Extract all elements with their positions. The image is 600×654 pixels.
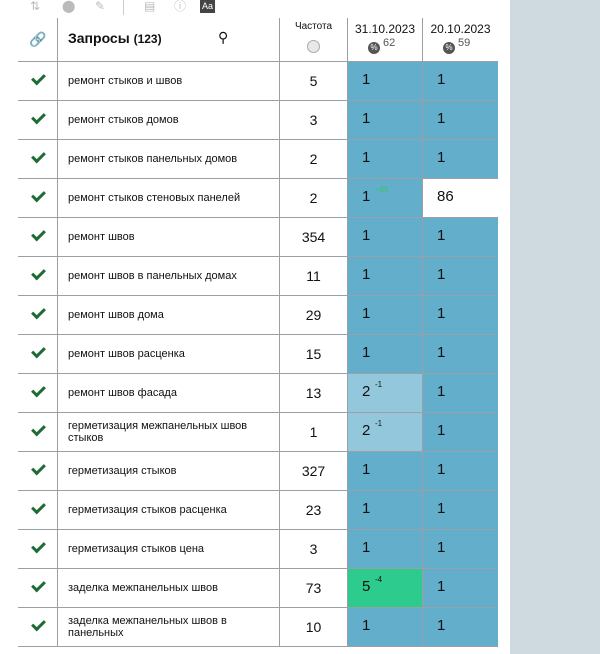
- freq-cell: [280, 140, 348, 179]
- page-title: Запросы (123): [68, 30, 162, 46]
- header-date2-cell[interactable]: [423, 18, 499, 62]
- checkmark-icon[interactable]: [31, 71, 46, 86]
- freq-cell: [280, 101, 348, 140]
- position-value: 1: [362, 188, 371, 205]
- row-check-cell[interactable]: [18, 296, 58, 335]
- position-delta: -1: [375, 419, 383, 428]
- query-text: заделка межпанельных швов: [68, 582, 218, 594]
- position-value: 1: [362, 461, 371, 478]
- freq-cell: [280, 530, 348, 569]
- table-header: [18, 18, 499, 62]
- position-value: 1: [362, 110, 371, 127]
- table-row[interactable]: [18, 335, 499, 374]
- attachment-icon[interactable]: ✎: [95, 0, 106, 13]
- query-cell[interactable]: [58, 491, 280, 530]
- position-cell-date1[interactable]: [348, 608, 423, 647]
- position-cell-date2[interactable]: [423, 491, 499, 530]
- freq-value: 2: [309, 151, 318, 167]
- freq-value: 327: [301, 463, 326, 479]
- position-cell-date1[interactable]: [348, 452, 423, 491]
- checkmark-icon[interactable]: [31, 461, 46, 476]
- position-cell-date1[interactable]: [348, 413, 423, 452]
- table-row[interactable]: [18, 179, 499, 218]
- position-value: 1: [437, 422, 446, 439]
- freq-cell: [280, 62, 348, 101]
- row-check-cell[interactable]: [18, 257, 58, 296]
- date-label: 31.10.2023: [354, 22, 416, 36]
- position-value: 1: [437, 500, 446, 517]
- position-cell-date2[interactable]: [423, 452, 499, 491]
- freq-label: Частота: [294, 21, 333, 32]
- search-icon[interactable]: ⚲: [218, 29, 229, 45]
- position-value: 2: [362, 422, 371, 439]
- position-value: 1: [437, 617, 446, 634]
- position-cell-date2[interactable]: [423, 179, 499, 218]
- query-cell[interactable]: [58, 140, 280, 179]
- freq-cell: [280, 257, 348, 296]
- position-value: 1: [362, 71, 371, 88]
- checkmark-icon[interactable]: [31, 188, 46, 203]
- position-cell-date1[interactable]: [348, 569, 423, 608]
- position-value: 1: [437, 227, 446, 244]
- toggle-icon[interactable]: ⬤: [62, 0, 76, 13]
- position-cell-date1[interactable]: [348, 62, 423, 101]
- position-cell-date2[interactable]: [423, 335, 499, 374]
- query-text: ремонт швов: [68, 231, 135, 243]
- position-cell-date2[interactable]: [423, 62, 499, 101]
- globe-icon: [307, 40, 320, 53]
- position-value: 1: [437, 383, 446, 400]
- right-panel-gutter: [498, 0, 510, 654]
- right-panel: [498, 0, 600, 654]
- position-value: 1: [437, 149, 446, 166]
- header-query-cell[interactable]: [58, 18, 280, 62]
- table-row[interactable]: [18, 491, 499, 530]
- position-cell-date2[interactable]: [423, 218, 499, 257]
- row-check-cell[interactable]: [18, 218, 58, 257]
- query-text: ремонт стыков домов: [68, 114, 179, 126]
- table-row[interactable]: [18, 257, 499, 296]
- row-check-cell[interactable]: [18, 374, 58, 413]
- position-delta: -4: [375, 575, 383, 584]
- freq-value: 1: [309, 424, 318, 440]
- position-value: 1: [362, 344, 371, 361]
- query-text: ремонт швов фасада: [68, 387, 177, 399]
- link-icon[interactable]: 🔗: [29, 31, 47, 47]
- position-value: 1: [437, 344, 446, 361]
- query-cell[interactable]: [58, 296, 280, 335]
- freq-cell: [280, 569, 348, 608]
- header-date1-cell[interactable]: [348, 18, 423, 62]
- row-check-cell[interactable]: [18, 101, 58, 140]
- position-value: 1: [362, 539, 371, 556]
- position-cell-date1[interactable]: [348, 530, 423, 569]
- position-value: 1: [437, 110, 446, 127]
- freq-value: 13: [305, 385, 322, 401]
- checkmark-icon[interactable]: [31, 227, 46, 242]
- position-cell-date2[interactable]: [423, 101, 499, 140]
- query-cell[interactable]: [58, 179, 280, 218]
- position-cell-date2[interactable]: [423, 530, 499, 569]
- checkmark-icon[interactable]: [31, 110, 46, 125]
- freq-cell: [280, 413, 348, 452]
- row-check-cell[interactable]: [18, 491, 58, 530]
- checkmark-icon[interactable]: [31, 305, 46, 320]
- position-cell-date2[interactable]: [423, 296, 499, 335]
- header-freq-cell[interactable]: [280, 18, 348, 62]
- row-check-cell[interactable]: [18, 413, 58, 452]
- query-text: ремонт стыков и швов: [68, 75, 183, 87]
- query-text: заделка межпанельных швов в панельных: [68, 615, 227, 639]
- position-cell-date1[interactable]: [348, 296, 423, 335]
- query-text: герметизация стыков: [68, 465, 177, 477]
- checkmark-icon[interactable]: [31, 500, 46, 515]
- date-sub-value: 59: [458, 37, 471, 49]
- freq-value: 354: [301, 229, 326, 245]
- query-cell[interactable]: [58, 257, 280, 296]
- position-cell-date1[interactable]: [348, 491, 423, 530]
- position-cell-date2[interactable]: [423, 608, 499, 647]
- position-cell-date2[interactable]: [423, 257, 499, 296]
- position-value: 1: [362, 617, 371, 634]
- freq-value: 10: [305, 619, 322, 635]
- freq-value: 11: [306, 268, 321, 284]
- freq-value: 2: [309, 190, 318, 206]
- table-row[interactable]: [18, 374, 499, 413]
- checkmark-icon[interactable]: [31, 383, 46, 398]
- query-text: герметизация стыков цена: [68, 543, 205, 555]
- position-value: 1: [362, 266, 371, 283]
- freq-cell: [280, 179, 348, 218]
- table-row[interactable]: [18, 413, 499, 452]
- freq-cell: [280, 491, 348, 530]
- row-check-cell[interactable]: [18, 608, 58, 647]
- row-check-cell[interactable]: [18, 179, 58, 218]
- position-cell-date1[interactable]: [348, 101, 423, 140]
- position-value: 1: [437, 461, 446, 478]
- table-row[interactable]: [18, 296, 499, 335]
- checkmark-icon[interactable]: [31, 539, 46, 554]
- table-row[interactable]: [18, 608, 499, 647]
- toolbar-divider: [123, 0, 124, 15]
- query-text: герметизация стыков расценка: [68, 504, 227, 516]
- checkmark-icon[interactable]: [31, 617, 46, 632]
- query-cell[interactable]: [58, 374, 280, 413]
- query-text: ремонт стыков панельных домов: [68, 153, 238, 165]
- percent-icon: %: [368, 42, 380, 54]
- position-cell-date1[interactable]: [348, 179, 423, 218]
- position-value: 1: [437, 539, 446, 556]
- query-cell[interactable]: [58, 413, 280, 452]
- freq-value: 5: [309, 73, 318, 89]
- row-check-cell[interactable]: [18, 530, 58, 569]
- position-value: 1: [437, 305, 446, 322]
- query-cell[interactable]: [58, 335, 280, 374]
- query-cell[interactable]: [58, 218, 280, 257]
- freq-cell: [280, 335, 348, 374]
- position-value: 1: [362, 227, 371, 244]
- checkmark-icon[interactable]: [31, 149, 46, 164]
- position-value: 86: [437, 188, 454, 205]
- position-value: 2: [362, 383, 371, 400]
- query-text: герметизация межпанельных швов стыков: [68, 420, 248, 444]
- table-row[interactable]: [18, 530, 499, 569]
- freq-cell: [280, 296, 348, 335]
- table-row[interactable]: [18, 452, 499, 491]
- query-cell[interactable]: [58, 62, 280, 101]
- position-value: 1: [437, 266, 446, 283]
- table-row[interactable]: [18, 101, 499, 140]
- checkmark-icon[interactable]: [31, 344, 46, 359]
- freq-cell: [280, 608, 348, 647]
- position-cell-date2[interactable]: [423, 569, 499, 608]
- freq-value: 15: [305, 346, 322, 362]
- document-icon[interactable]: ▤: [144, 0, 156, 13]
- freq-value: 73: [305, 580, 322, 596]
- query-text: ремонт стыков стеновых панелей: [68, 192, 241, 204]
- position-cell-date2[interactable]: [423, 140, 499, 179]
- date-label: 20.10.2023: [430, 22, 491, 36]
- query-cell[interactable]: [58, 608, 280, 647]
- sort-icon[interactable]: ⇅: [30, 0, 41, 13]
- position-value: 1: [437, 578, 446, 595]
- position-cell-date1[interactable]: [348, 218, 423, 257]
- query-text: ремонт швов в панельных домах: [68, 270, 237, 282]
- query-text: ремонт швов расценка: [68, 348, 185, 360]
- freq-value: 29: [305, 307, 322, 323]
- position-value: 1: [362, 149, 371, 166]
- freq-value: 23: [305, 502, 322, 518]
- freq-cell: [280, 374, 348, 413]
- table-row[interactable]: [18, 62, 499, 101]
- query-cell[interactable]: [58, 569, 280, 608]
- freq-cell: [280, 452, 348, 491]
- position-value: 1: [362, 305, 371, 322]
- info-icon[interactable]: ⓘ: [174, 0, 187, 13]
- percent-icon: %: [443, 42, 455, 54]
- row-check-cell[interactable]: [18, 335, 58, 374]
- checkmark-icon[interactable]: [31, 266, 46, 281]
- checkmark-icon[interactable]: [31, 422, 46, 437]
- query-text: ремонт швов дома: [68, 309, 164, 321]
- header-link-cell[interactable]: [18, 18, 58, 62]
- position-value: 5: [362, 578, 371, 595]
- position-cell-date1[interactable]: [348, 374, 423, 413]
- query-cell[interactable]: [58, 530, 280, 569]
- position-cell-date1[interactable]: [348, 335, 423, 374]
- table-row[interactable]: [18, 218, 499, 257]
- position-cell-date1[interactable]: [348, 257, 423, 296]
- position-cell-date2[interactable]: [423, 413, 499, 452]
- position-delta: -1: [375, 380, 383, 389]
- position-delta: +85: [375, 185, 389, 194]
- row-check-cell[interactable]: [18, 62, 58, 101]
- checkmark-icon[interactable]: [31, 578, 46, 593]
- freq-value: 3: [309, 112, 318, 128]
- query-cell[interactable]: [58, 452, 280, 491]
- date-sub-value: 62: [383, 37, 396, 49]
- table-row[interactable]: [18, 140, 499, 179]
- freq-cell: [280, 218, 348, 257]
- font-icon[interactable]: Aa: [202, 1, 214, 11]
- position-value: 1: [362, 500, 371, 517]
- position-value: 1: [437, 71, 446, 88]
- row-check-cell[interactable]: [18, 140, 58, 179]
- position-cell-date1[interactable]: [348, 140, 423, 179]
- row-check-cell[interactable]: [18, 569, 58, 608]
- row-check-cell[interactable]: [18, 452, 58, 491]
- table-row[interactable]: [18, 569, 499, 608]
- position-cell-date2[interactable]: [423, 374, 499, 413]
- query-cell[interactable]: [58, 101, 280, 140]
- freq-value: 3: [309, 541, 318, 557]
